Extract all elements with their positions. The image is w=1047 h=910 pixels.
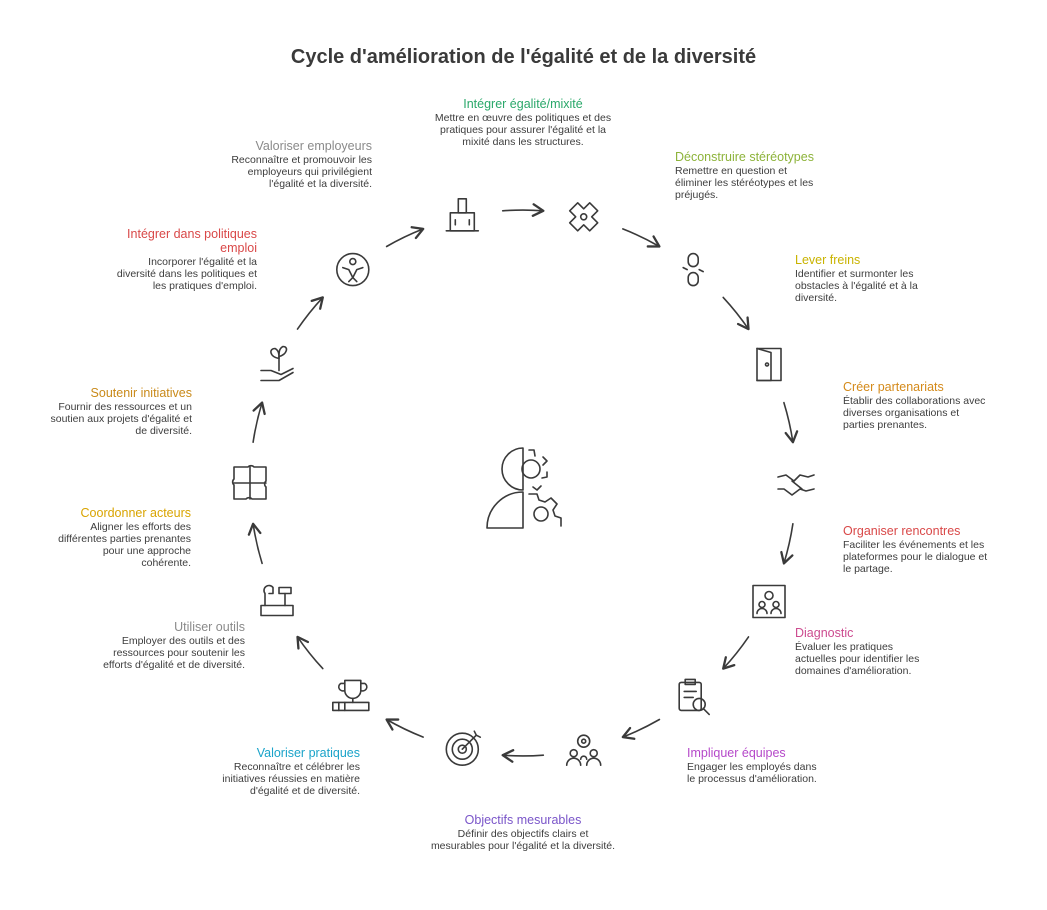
- step-description: Aligner les efforts des différentes parties prenantes pour une approche cohérente.: [58, 521, 191, 569]
- cycle-arrow: [623, 720, 660, 738]
- target-icon: [446, 731, 480, 765]
- handshake-icon: [778, 475, 814, 495]
- step-description: Établir des collaborations avec diverses organisations et parties prenantes.: [843, 395, 986, 431]
- step-label: [843, 380, 993, 431]
- cycle-arrow: [723, 637, 748, 669]
- step-description: Incorporer l'égalité et la diversité dans les politiques et les pratiques d'emploi.: [116, 256, 257, 292]
- building-icon: [446, 199, 478, 231]
- step-label: [675, 150, 825, 201]
- cycle-arrow: [298, 297, 323, 329]
- step-description: Définir des objectifs clairs et mesurables pour l'égalité et la diversité.: [430, 828, 616, 852]
- clipboard-search-icon: [679, 679, 709, 714]
- step-description: Engager les employés dans le processus d'amélioration.: [687, 761, 817, 785]
- person-gears-icon: [487, 448, 561, 528]
- inclusion-circle-icon: [337, 254, 369, 286]
- step-title: Intégrer dans politiques emploi: [127, 227, 257, 255]
- step-description: Reconnaître et célébrer les initiatives réussies en matière d'égalité et de diversité.: [222, 761, 360, 797]
- step-label: [795, 626, 935, 677]
- step-label: [222, 139, 372, 190]
- step-description: Identifier et surmonter les obstacles à l'égalité et à la diversité.: [795, 268, 918, 304]
- step-description: Employer des outils et des ressources pour soutenir les efforts d'égalité et de diversité.: [103, 635, 245, 671]
- step-description: Faciliter les événements et les plateformes pour le dialogue et le partage.: [843, 539, 988, 575]
- cycle-arrow: [723, 297, 748, 329]
- step-title: Utiliser outils: [174, 620, 245, 634]
- step-title: Soutenir initiatives: [90, 386, 192, 400]
- step-label: [90, 620, 245, 671]
- step-description: Reconnaître et promouvoir les employeurs qui privilégient l'égalité et la diversité.: [231, 154, 372, 190]
- step-title: Organiser rencontres: [843, 524, 961, 538]
- step-title: Coordonner acteurs: [80, 506, 191, 520]
- cycle-arrow: [298, 637, 323, 669]
- diagram-title: Cycle d'amélioration de l'égalité et de la diversité: [290, 46, 757, 68]
- team-gear-icon: [567, 735, 601, 765]
- cycle-arrow: [623, 229, 660, 247]
- step-label: [430, 813, 616, 852]
- trophy-icon: [333, 680, 369, 710]
- step-title: Diagnostic: [795, 626, 854, 640]
- step-description: Évaluer les pratiques actuelles pour identifier les domaines d'amélioration.: [795, 641, 920, 677]
- step-label: [110, 227, 257, 292]
- step-title: Intégrer égalité/mixité: [463, 97, 583, 111]
- step-title: Lever freins: [795, 253, 861, 267]
- step-description: Remettre en question et éliminer les stéréotypes et les préjugés.: [675, 165, 814, 201]
- hand-plant-icon: [261, 347, 293, 381]
- toolbox-icon: [261, 586, 293, 616]
- step-title: Créer partenariats: [843, 380, 944, 394]
- cycle-arrow: [503, 755, 544, 756]
- cycle-arrow: [387, 229, 424, 247]
- step-label: [40, 386, 192, 437]
- step-title: Impliquer équipes: [687, 746, 786, 760]
- step-label: [795, 253, 945, 304]
- meeting-frame-icon: [753, 586, 785, 618]
- cycle-arrow: [784, 524, 793, 564]
- step-title: Objectifs mesurables: [464, 813, 582, 827]
- cycle-arrow: [503, 210, 544, 211]
- step-label: [430, 97, 616, 148]
- puzzle-icon: [233, 466, 266, 499]
- step-label: [200, 746, 360, 797]
- cycle-arrow: [387, 720, 424, 738]
- cycle-arrow: [253, 524, 262, 564]
- broken-chain-icon: [683, 254, 703, 286]
- step-label: [687, 746, 827, 785]
- step-description: Fournir des ressources et un soutien aux projets d'égalité et de diversité.: [50, 401, 192, 437]
- puzzle-hands-icon: [570, 203, 598, 231]
- step-label: [843, 524, 993, 575]
- cycle-arrow: [784, 403, 793, 443]
- cycle-arrow: [253, 403, 262, 443]
- open-door-icon: [757, 349, 781, 381]
- step-title: Valoriser employeurs: [255, 139, 372, 153]
- step-description: Mettre en œuvre des politiques et des pratiques pour assurer l'égalité et la mixité dans les structures.: [434, 112, 612, 148]
- step-title: Déconstruire stéréotypes: [675, 150, 814, 164]
- step-label: [55, 506, 191, 569]
- step-title: Valoriser pratiques: [256, 746, 360, 760]
